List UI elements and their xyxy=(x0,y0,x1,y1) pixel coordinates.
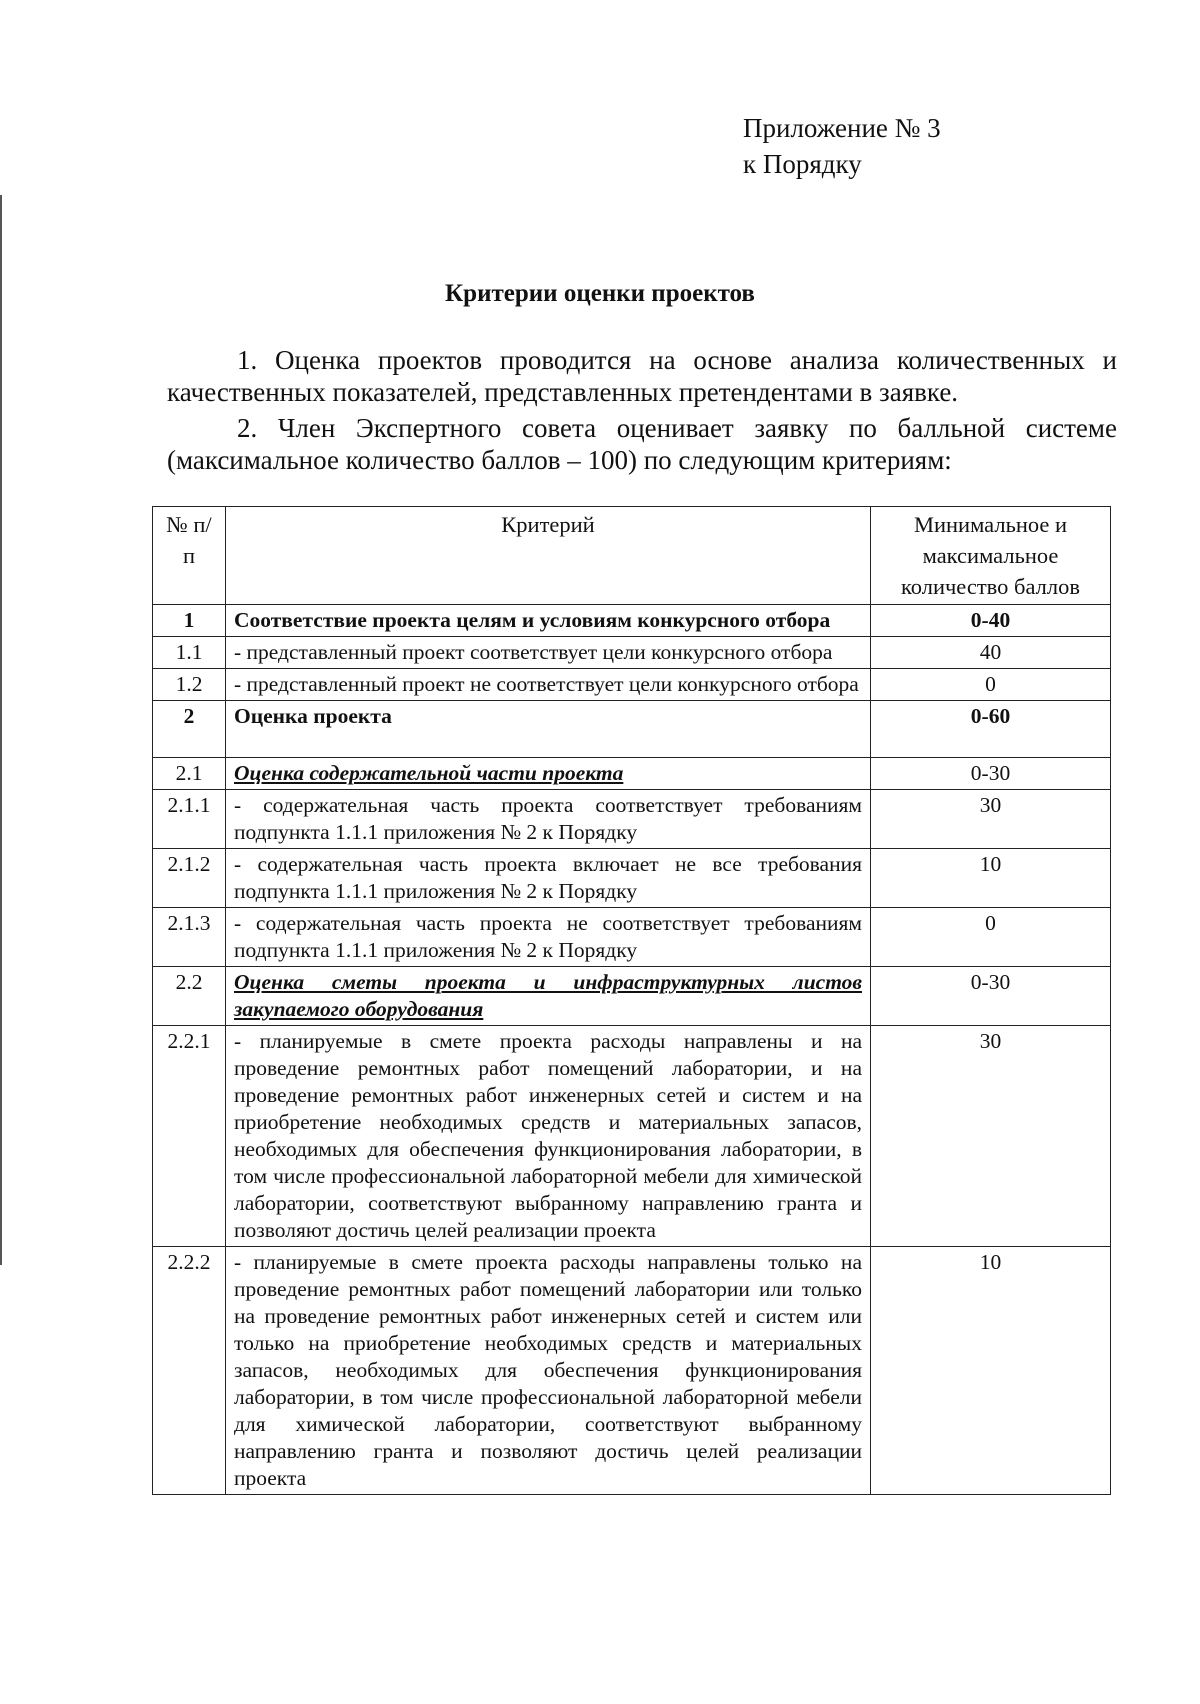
table-row xyxy=(153,790,1111,849)
table-row xyxy=(153,637,1111,669)
row-points: 30 xyxy=(871,790,1111,849)
row-number: 2.2.1 xyxy=(153,1026,226,1247)
row-number: 2.1.3 xyxy=(153,908,226,967)
row-points: 0-30 xyxy=(871,758,1111,790)
row-number: 2.1.1 xyxy=(153,790,226,849)
row-criterion: - содержательная часть проекта не соответствует требованиям подпункта 1.1.1 приложения № 2 к Порядку xyxy=(226,908,871,967)
table-row xyxy=(153,849,1111,908)
row-number: 1.2 xyxy=(153,669,226,701)
table-row xyxy=(153,1026,1111,1247)
row-criterion: - представленный проект соответствует цели конкурсного отбора xyxy=(226,637,871,669)
appendix-reference xyxy=(743,110,941,182)
row-points: 0-60 xyxy=(871,701,1111,758)
row-points: 10 xyxy=(871,849,1111,908)
row-number: 2.1.2 xyxy=(153,849,226,908)
header-points: Минимальное и максимальное количество баллов xyxy=(871,507,1111,605)
row-criterion: Соответствие проекта целям и условиям конкурсного отбора xyxy=(226,605,871,637)
paragraph-2-text: 2. Член Экспертного совета оценивает заявку по балльной системе (максимальное количество баллов – 100) по следующим критериям: xyxy=(167,413,1117,475)
document-title: Критерии оценки проектов xyxy=(445,280,755,307)
scan-edge-line xyxy=(0,195,2,1265)
row-points: 30 xyxy=(871,1026,1111,1247)
row-points: 0-30 xyxy=(871,967,1111,1026)
row-number: 2.2 xyxy=(153,967,226,1026)
table-header-row xyxy=(153,507,1111,605)
row-criterion: - содержательная часть проекта соответствует требованиям подпункта 1.1.1 приложения № 2 к Порядку xyxy=(226,790,871,849)
row-points: 40 xyxy=(871,637,1111,669)
row-criterion: - представленный проект не соответствует цели конкурсного отбора xyxy=(226,669,871,701)
appendix-line-2: к Порядку xyxy=(743,149,862,179)
row-number: 2.1 xyxy=(153,758,226,790)
row-number: 2.2.2 xyxy=(153,1247,226,1495)
row-criterion: Оценка содержательной части проекта xyxy=(226,758,871,790)
row-criterion: Оценка проекта xyxy=(226,701,871,758)
row-criterion: - содержательная часть проекта включает не все требования подпункта 1.1.1 приложения № 2 к Порядку xyxy=(226,849,871,908)
table-row xyxy=(153,605,1111,637)
row-criterion: - планируемые в смете проекта расходы направлены только на проведение ремонтных работ помещений лаборатории или только на проведение ремонтных работ инженерных сетей и систем или только на приобретение необходимых средств и материальных запасов, необходимых для обеспечения функционирования лаборатории, в том числе профессиональной лабораторной мебели для химической лаборатории, соответствуют выбранному направлению гранта и позволяют достичь целей реализации проекта xyxy=(226,1247,871,1495)
appendix-line-1: Приложение № 3 xyxy=(743,113,941,143)
row-points: 0 xyxy=(871,908,1111,967)
table-row xyxy=(153,758,1111,790)
table-row xyxy=(153,967,1111,1026)
row-points: 10 xyxy=(871,1247,1111,1495)
row-criterion: - планируемые в смете проекта расходы направлены и на проведение ремонтных работ помещений лаборатории, и на проведение ремонтных работ инженерных сетей и систем и на приобретение необходимых средств и материальных запасов, необходимых для обеспечения функционирования лаборатории, в том числе профессиональной лабораторной мебели для химической лаборатории, соответствуют выбранному направлению гранта и позволяют достичь целей реализации проекта xyxy=(226,1026,871,1247)
row-criterion: Оценка сметы проекта и инфраструктурных листов закупаемого оборудования xyxy=(226,967,871,1026)
row-points: 0-40 xyxy=(871,605,1111,637)
table-row xyxy=(153,1247,1111,1495)
row-number: 2 xyxy=(153,701,226,758)
row-number: 1.1 xyxy=(153,637,226,669)
table-row xyxy=(153,701,1111,758)
criteria-table xyxy=(152,506,1111,1495)
row-number: 1 xyxy=(153,605,226,637)
header-number: № п/п xyxy=(153,507,226,605)
paragraph-2 xyxy=(167,412,1117,476)
table-row xyxy=(153,908,1111,967)
paragraph-1-text: 1. Оценка проектов проводится на основе анализа количественных и качественных показателей, представленных претендентами в заявке. xyxy=(167,345,1117,407)
header-criterion: Критерий xyxy=(226,507,871,605)
row-points: 0 xyxy=(871,669,1111,701)
table-row xyxy=(153,669,1111,701)
paragraph-1 xyxy=(167,344,1117,408)
